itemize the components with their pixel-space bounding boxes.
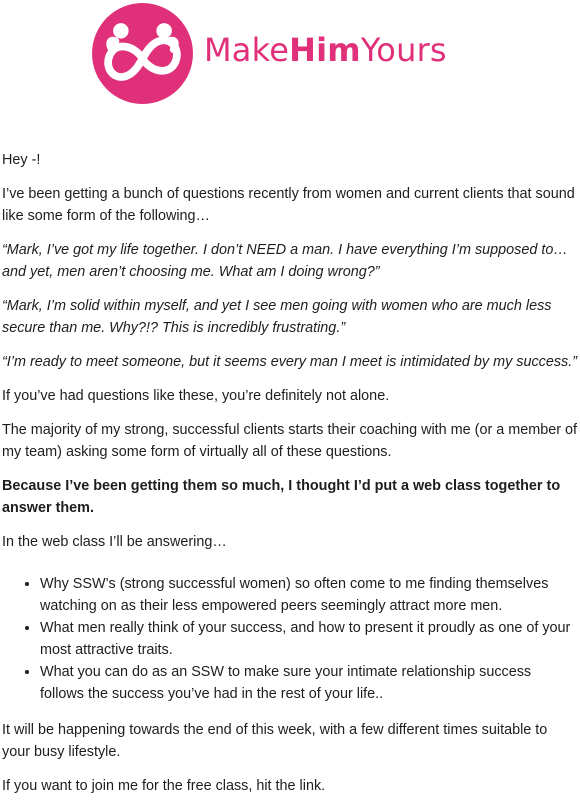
brand-name-make: Make bbox=[204, 31, 290, 69]
list-item: • What men really think of your success, and how to present it proudly as one of your most attractive traits. bbox=[40, 617, 578, 661]
email-body bbox=[2, 149, 578, 809]
intro-paragraph: I’ve been getting a bunch of questions recently from women and current clients that sound like some form of the following… bbox=[2, 186, 575, 224]
brand-name-him: Him bbox=[289, 31, 361, 69]
not-alone-paragraph: If you’ve had questions like these, you’re definitely not alone. bbox=[2, 388, 390, 404]
quote-1: “Mark, I’ve got my life together. I don’t NEED a man. I have everything I’m supposed to… and yet, men aren’t choosing me. What am I doing wrong?” bbox=[2, 242, 568, 280]
majority-paragraph: The majority of my strong, successful clients starts their coaching with me (or a member of my team) asking some form of virtually all of these questions. bbox=[2, 422, 578, 460]
brand-name-yours: Yours bbox=[360, 31, 447, 69]
greeting: Hey -! bbox=[2, 152, 41, 168]
answering-paragraph: In the web class I’ll be answering… bbox=[2, 534, 227, 550]
email-header bbox=[0, 0, 580, 110]
web-class-announcement: Because I’ve been getting them so much, I thought I’d put a web class together to answer them. bbox=[2, 478, 561, 516]
logo-infinity-couple-icon bbox=[91, 2, 194, 105]
quote-2: “Mark, I’m solid within myself, and yet I see men going with women who are much less secure than me. Why?!? This is incredibly frustrating.” bbox=[2, 298, 552, 336]
quote-3: “I’m ready to meet someone, but it seems every man I meet is intimidated by my success.” bbox=[2, 354, 578, 370]
list-item: • Why SSW’s (strong successful women) so often come to me finding themselves watching on as their less empowered peers seemingly attract more men. bbox=[40, 573, 578, 617]
list-item: • What you can do as an SSW to make sure your intimate relationship success follows the success you’ve had in the rest of your life.. bbox=[40, 661, 578, 705]
brand-wordmark bbox=[204, 28, 447, 72]
topics-list bbox=[2, 573, 578, 705]
timing-paragraph: It will be happening towards the end of this week, with a few different times suitable to your busy lifestyle. bbox=[2, 722, 548, 760]
cta-paragraph: If you want to join me for the free class, hit the link. bbox=[2, 778, 326, 794]
